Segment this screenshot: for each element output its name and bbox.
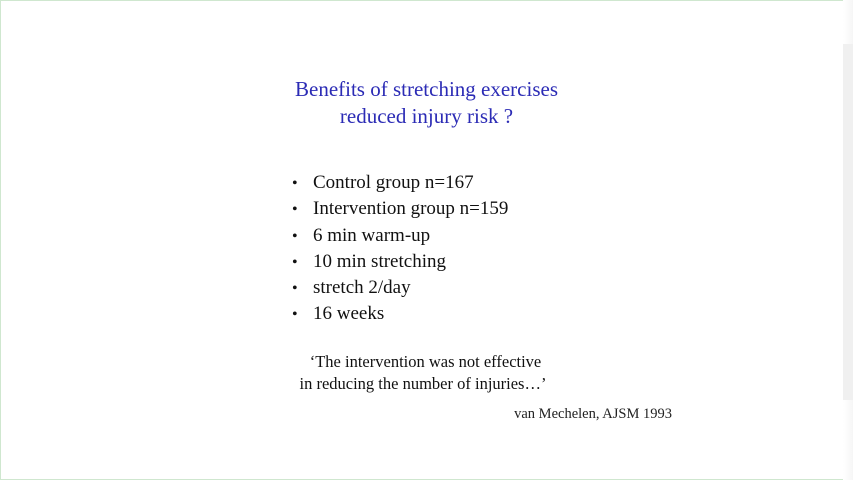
slide-title bbox=[0, 76, 853, 130]
bullet-text: 16 weeks bbox=[313, 303, 385, 325]
bullet-item bbox=[292, 223, 508, 249]
bullet-item bbox=[292, 170, 508, 196]
bullet-icon: • bbox=[292, 253, 298, 271]
right-edge-shade bbox=[843, 0, 853, 480]
bullet-icon: • bbox=[292, 201, 298, 219]
bullet-text: Intervention group n=159 bbox=[313, 198, 509, 220]
bullet-item bbox=[292, 196, 508, 222]
bullet-icon: • bbox=[292, 227, 298, 245]
bullet-item bbox=[292, 301, 508, 327]
bullet-text: stretch 2/day bbox=[313, 277, 411, 299]
quote-line-2: in reducing the number of injuries…’ bbox=[299, 374, 547, 393]
citation: van Mechelen, AJSM 1993 bbox=[514, 406, 672, 422]
bullet-list bbox=[292, 170, 508, 328]
bullet-text: 10 min stretching bbox=[313, 250, 446, 272]
bullet-text: 6 min warm-up bbox=[313, 224, 431, 246]
bullet-item bbox=[292, 275, 508, 301]
bullet-text: Control group n=167 bbox=[313, 172, 474, 193]
bullet-icon: • bbox=[292, 306, 298, 324]
slide-title-line-2: reduced injury risk ? bbox=[339, 104, 514, 128]
slide-title-line-1: Benefits of stretching exercises bbox=[295, 77, 558, 101]
bullet-icon: • bbox=[292, 280, 298, 298]
bullet-icon: • bbox=[292, 175, 298, 192]
quote-block bbox=[0, 351, 853, 395]
bullet-item bbox=[292, 249, 508, 275]
quote-line-1: ‘The intervention was not effective bbox=[309, 352, 542, 371]
